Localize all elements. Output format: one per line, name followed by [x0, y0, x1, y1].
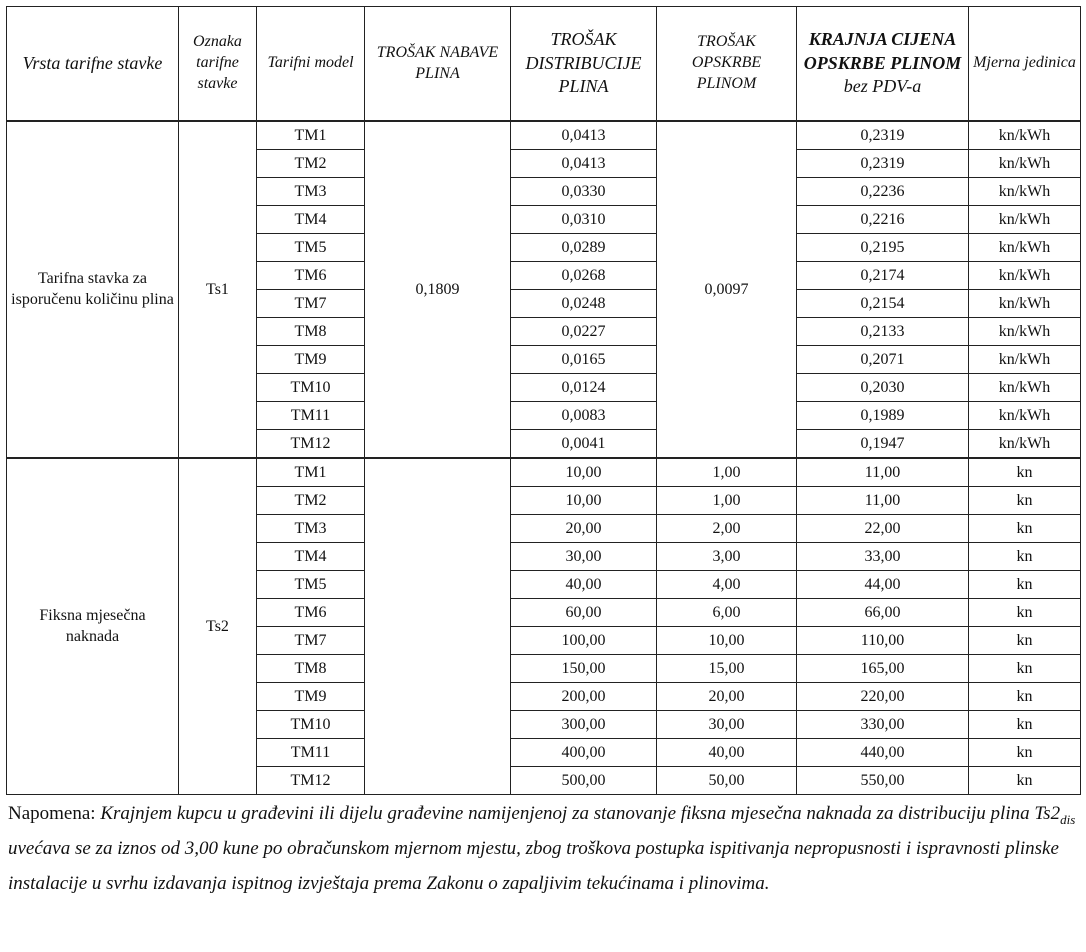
tarifni-model-cell: TM11: [257, 739, 365, 767]
distribucija-cell: 0,0041: [511, 430, 657, 459]
opskrba-cell: 2,00: [657, 515, 797, 543]
opskrba-cell: 10,00: [657, 627, 797, 655]
krajnja-cijena-cell: 0,1947: [797, 430, 969, 459]
opskrba-cell: 50,00: [657, 767, 797, 795]
distribucija-cell: 0,0289: [511, 234, 657, 262]
footnote-lead: Napomena:: [8, 803, 96, 824]
header-row: [7, 7, 1081, 122]
distribucija-cell: 0,0413: [511, 121, 657, 150]
distribucija-cell: 10,00: [511, 487, 657, 515]
krajnja-cijena-cell: 0,2319: [797, 150, 969, 178]
distribucija-cell: 0,0227: [511, 318, 657, 346]
krajnja-cijena-cell: 66,00: [797, 599, 969, 627]
distribucija-cell: 0,0124: [511, 374, 657, 402]
tariff-table: [6, 6, 1081, 795]
ts2-nabava-cell: [365, 458, 511, 795]
tarifni-model-cell: TM4: [257, 206, 365, 234]
distribucija-cell: 30,00: [511, 543, 657, 571]
mjerna-jedinica-cell: kn: [969, 711, 1081, 739]
tarifni-model-cell: TM2: [257, 150, 365, 178]
krajnja-cijena-cell: 330,00: [797, 711, 969, 739]
mjerna-jedinica-cell: kn/kWh: [969, 178, 1081, 206]
krajnja-cijena-cell: 0,2174: [797, 262, 969, 290]
mjerna-jedinica-cell: kn: [969, 655, 1081, 683]
mjerna-jedinica-cell: kn: [969, 683, 1081, 711]
krajnja-cijena-cell: 0,2216: [797, 206, 969, 234]
footnote-text-2: uvećava se za iznos od 3,00 kune po obračunskom mjernom mjestu, zbog troškova postupka ispitivanja nepropusnosti i ispravnosti plinske instalacije u svrhu izdavanja ispitnog izvještaja prema Zakonu o zapaljivim tekućinama i plinovima.: [8, 838, 1059, 894]
header-krajnja-cijena-subtitle: bez PDV-a: [843, 76, 922, 97]
table-body: [7, 121, 1081, 795]
mjerna-jedinica-cell: kn/kWh: [969, 234, 1081, 262]
tarifni-model-cell: TM1: [257, 458, 365, 487]
tarifni-model-cell: TM5: [257, 234, 365, 262]
krajnja-cijena-cell: 0,2133: [797, 318, 969, 346]
header-nabava: TROŠAK NABAVE PLINA: [365, 7, 511, 122]
mjerna-jedinica-cell: kn: [969, 627, 1081, 655]
krajnja-cijena-cell: 0,2195: [797, 234, 969, 262]
distribucija-cell: 150,00: [511, 655, 657, 683]
krajnja-cijena-cell: 44,00: [797, 571, 969, 599]
header-jedinica: Mjerna jedinica: [969, 7, 1081, 122]
mjerna-jedinica-cell: kn: [969, 739, 1081, 767]
table-row: [7, 458, 1081, 487]
distribucija-cell: 0,0310: [511, 206, 657, 234]
tarifni-model-cell: TM9: [257, 346, 365, 374]
tarifni-model-cell: TM11: [257, 402, 365, 430]
krajnja-cijena-cell: 0,2071: [797, 346, 969, 374]
ts1-vrsta-cell: Tarifna stavka za isporučenu količinu plina: [7, 121, 179, 458]
footnote-text-1: Krajnjem kupcu u građevini ili dijelu građevine namijenjenoj za stanovanje fiksna mjesečna naknada za distribuciju plina Ts2: [100, 803, 1061, 824]
header-distribucija: TROŠAK DISTRIBUCIJE PLINA: [511, 7, 657, 122]
distribucija-cell: 0,0083: [511, 402, 657, 430]
tarifni-model-cell: TM12: [257, 430, 365, 459]
header-krajnja-cijena-title: KRAJNJA CIJENA OPSKRBE PLINOM: [803, 29, 962, 73]
krajnja-cijena-cell: 22,00: [797, 515, 969, 543]
mjerna-jedinica-cell: kn/kWh: [969, 402, 1081, 430]
tarifni-model-cell: TM3: [257, 178, 365, 206]
header-opskrba: TROŠAK OPSKRBE PLINOM: [657, 7, 797, 122]
tarifni-model-cell: TM7: [257, 290, 365, 318]
distribucija-cell: 0,0165: [511, 346, 657, 374]
distribucija-cell: 10,00: [511, 458, 657, 487]
krajnja-cijena-cell: 11,00: [797, 458, 969, 487]
footnote: [8, 796, 1082, 901]
krajnja-cijena-cell: 33,00: [797, 543, 969, 571]
tarifni-model-cell: TM2: [257, 487, 365, 515]
tarifni-model-cell: TM1: [257, 121, 365, 150]
tarifni-model-cell: TM5: [257, 571, 365, 599]
distribucija-cell: 40,00: [511, 571, 657, 599]
distribucija-cell: 400,00: [511, 739, 657, 767]
opskrba-cell: 6,00: [657, 599, 797, 627]
tarifni-model-cell: TM4: [257, 543, 365, 571]
distribucija-cell: 0,0330: [511, 178, 657, 206]
mjerna-jedinica-cell: kn/kWh: [969, 346, 1081, 374]
tarifni-model-cell: TM10: [257, 711, 365, 739]
mjerna-jedinica-cell: kn: [969, 487, 1081, 515]
krajnja-cijena-cell: 11,00: [797, 487, 969, 515]
ts1-opskrba-cell: 0,0097: [657, 121, 797, 458]
mjerna-jedinica-cell: kn: [969, 767, 1081, 795]
tarifni-model-cell: TM12: [257, 767, 365, 795]
mjerna-jedinica-cell: kn/kWh: [969, 121, 1081, 150]
tarifni-model-cell: TM8: [257, 655, 365, 683]
mjerna-jedinica-cell: kn: [969, 599, 1081, 627]
mjerna-jedinica-cell: kn/kWh: [969, 262, 1081, 290]
mjerna-jedinica-cell: kn/kWh: [969, 430, 1081, 459]
table-row: [7, 121, 1081, 150]
mjerna-jedinica-cell: kn: [969, 515, 1081, 543]
mjerna-jedinica-cell: kn/kWh: [969, 206, 1081, 234]
tarifni-model-cell: TM6: [257, 599, 365, 627]
mjerna-jedinica-cell: kn: [969, 571, 1081, 599]
header-krajnja-cijena: [797, 7, 969, 122]
distribucija-cell: 20,00: [511, 515, 657, 543]
krajnja-cijena-cell: 440,00: [797, 739, 969, 767]
distribucija-cell: 300,00: [511, 711, 657, 739]
distribucija-cell: 200,00: [511, 683, 657, 711]
tarifni-model-cell: TM7: [257, 627, 365, 655]
distribucija-cell: 100,00: [511, 627, 657, 655]
distribucija-cell: 0,0248: [511, 290, 657, 318]
mjerna-jedinica-cell: kn: [969, 543, 1081, 571]
opskrba-cell: 4,00: [657, 571, 797, 599]
krajnja-cijena-cell: 165,00: [797, 655, 969, 683]
ts2-vrsta-cell: Fiksna mjesečna naknada: [7, 458, 179, 795]
header-oznaka: Oznaka tarifne stavke: [179, 7, 257, 122]
tarifni-model-cell: TM6: [257, 262, 365, 290]
mjerna-jedinica-cell: kn/kWh: [969, 318, 1081, 346]
opskrba-cell: 3,00: [657, 543, 797, 571]
mjerna-jedinica-cell: kn: [969, 458, 1081, 487]
opskrba-cell: 1,00: [657, 458, 797, 487]
tarifni-model-cell: TM9: [257, 683, 365, 711]
krajnja-cijena-cell: 220,00: [797, 683, 969, 711]
distribucija-cell: 0,0413: [511, 150, 657, 178]
ts2-oznaka-cell: Ts2: [179, 458, 257, 795]
krajnja-cijena-cell: 0,2236: [797, 178, 969, 206]
distribucija-cell: 0,0268: [511, 262, 657, 290]
tarifni-model-cell: TM3: [257, 515, 365, 543]
distribucija-cell: 60,00: [511, 599, 657, 627]
header-vrsta: Vrsta tarifne stavke: [7, 7, 179, 122]
krajnja-cijena-cell: 110,00: [797, 627, 969, 655]
krajnja-cijena-cell: 0,2030: [797, 374, 969, 402]
mjerna-jedinica-cell: kn/kWh: [969, 290, 1081, 318]
mjerna-jedinica-cell: kn/kWh: [969, 150, 1081, 178]
opskrba-cell: 15,00: [657, 655, 797, 683]
ts1-nabava-cell: 0,1809: [365, 121, 511, 458]
opskrba-cell: 40,00: [657, 739, 797, 767]
tarifni-model-cell: TM8: [257, 318, 365, 346]
distribucija-cell: 500,00: [511, 767, 657, 795]
krajnja-cijena-cell: 0,2154: [797, 290, 969, 318]
ts1-oznaka-cell: Ts1: [179, 121, 257, 458]
footnote-subscript: dis: [1060, 811, 1076, 827]
tarifni-model-cell: TM10: [257, 374, 365, 402]
opskrba-cell: 20,00: [657, 683, 797, 711]
krajnja-cijena-cell: 0,2319: [797, 121, 969, 150]
opskrba-cell: 30,00: [657, 711, 797, 739]
krajnja-cijena-cell: 0,1989: [797, 402, 969, 430]
table-header: [7, 7, 1081, 122]
mjerna-jedinica-cell: kn/kWh: [969, 374, 1081, 402]
header-model: Tarifni model: [257, 7, 365, 122]
opskrba-cell: 1,00: [657, 487, 797, 515]
krajnja-cijena-cell: 550,00: [797, 767, 969, 795]
